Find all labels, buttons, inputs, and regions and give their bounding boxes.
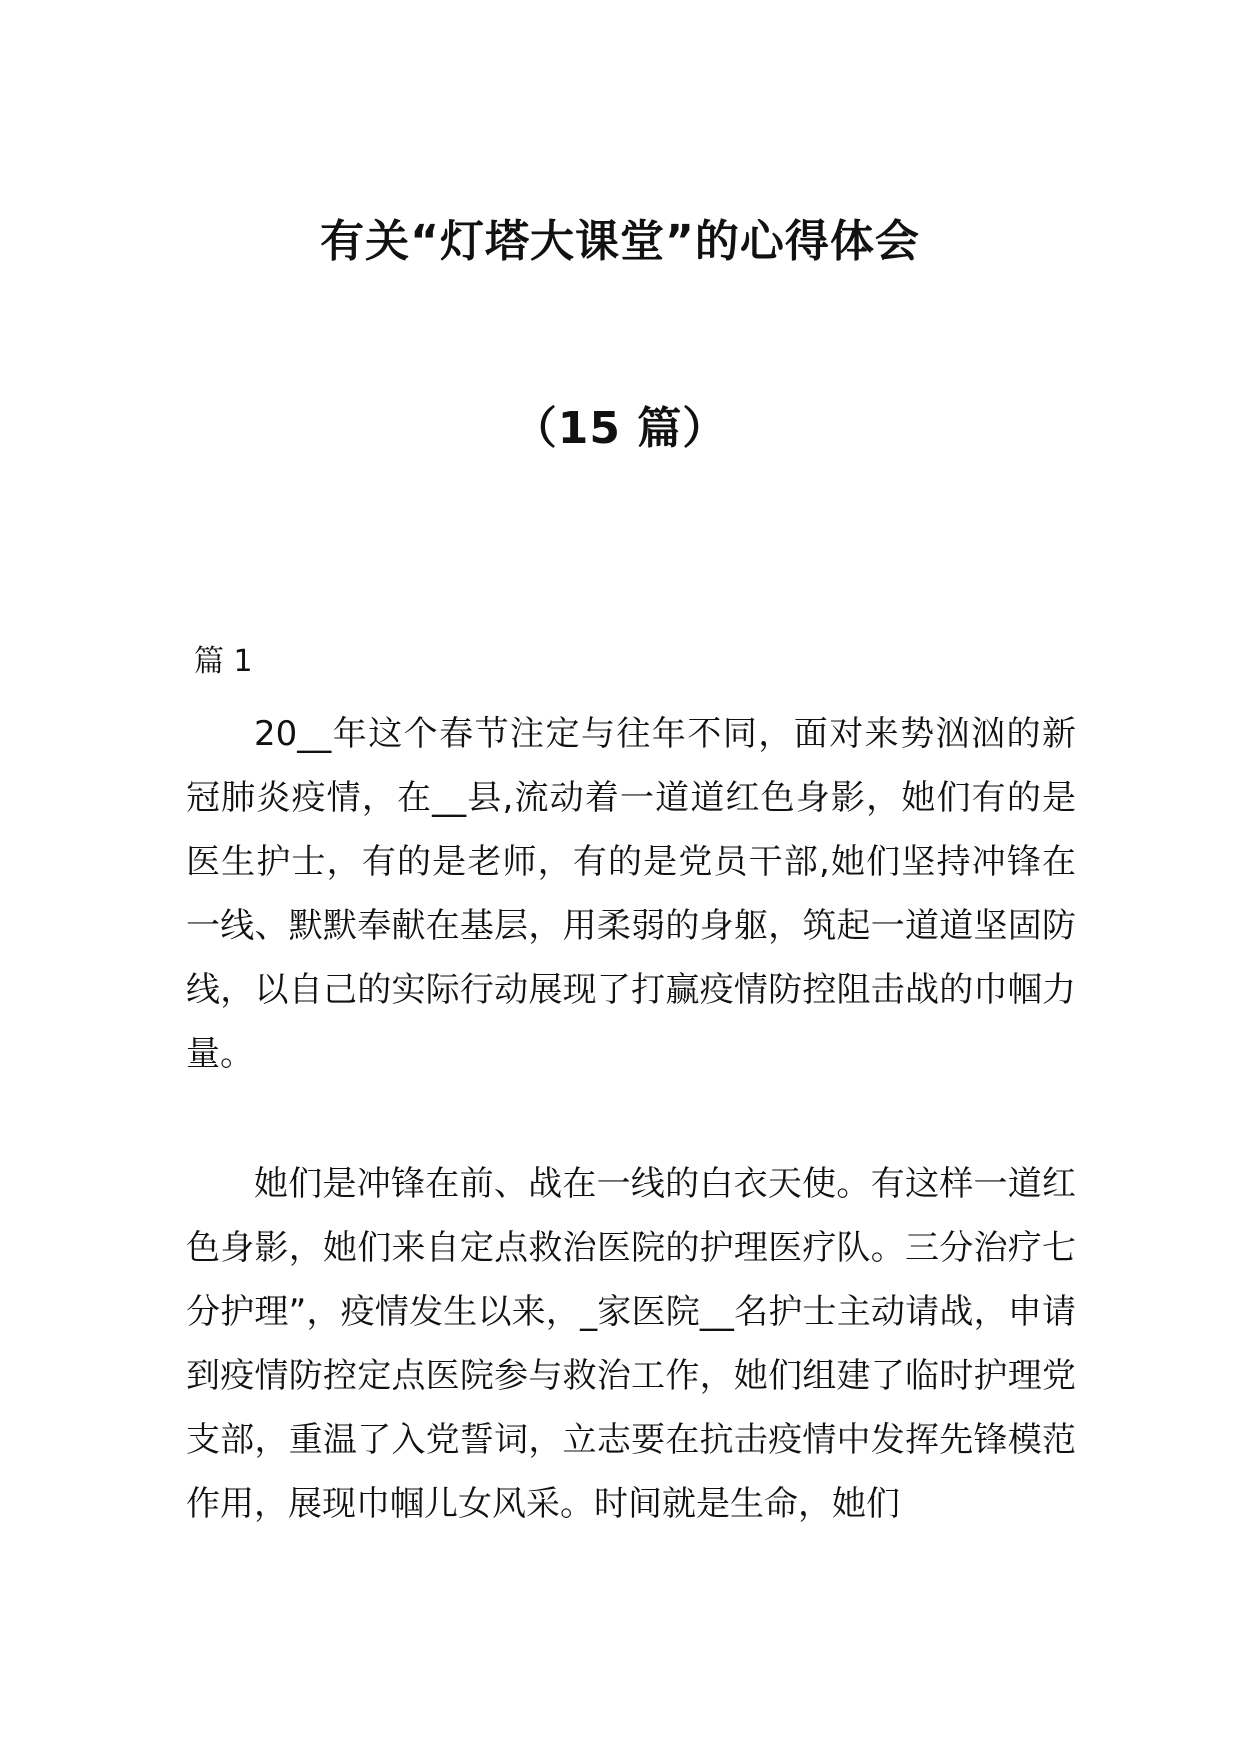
paragraph-2: 她们是冲锋在前、战在一线的白衣天使。有这样一道红色身影，她们来自定点救治医院的护理医疗队。三分治疗七分护理”，疫情发生以来，_家医院__名护士主动请战，申请到疫情防控定点医院参与救治工作，她们组建了临时护理党支部，重温了入党誓词，立志要在抗击疫情中发挥先锋模范作用，展现巾帼儿女风采。时间就是生命，她们 — [186, 1164, 1076, 1524]
document-body — [186, 640, 1076, 1536]
document-title: 有关“灯塔大课堂”的心得体会 — [320, 216, 920, 267]
section-label: 篇 1 — [194, 644, 253, 679]
document-subtitle: （15 篇） — [512, 403, 728, 454]
paragraph-1: 20__年这个春节注定与往年不同，面对来势汹汹的新冠肺炎疫情，在__县,流动着一道道红色身影，她们有的是医生护士，有的是老师，有的是党员干部,她们坚持冲锋在一线、默默奉献在基层，用柔弱的身躯，筑起一道道坚固防线，以自己的实际行动展现了打赢疫情防控阻击战的巾帼力量。 — [186, 714, 1076, 1074]
